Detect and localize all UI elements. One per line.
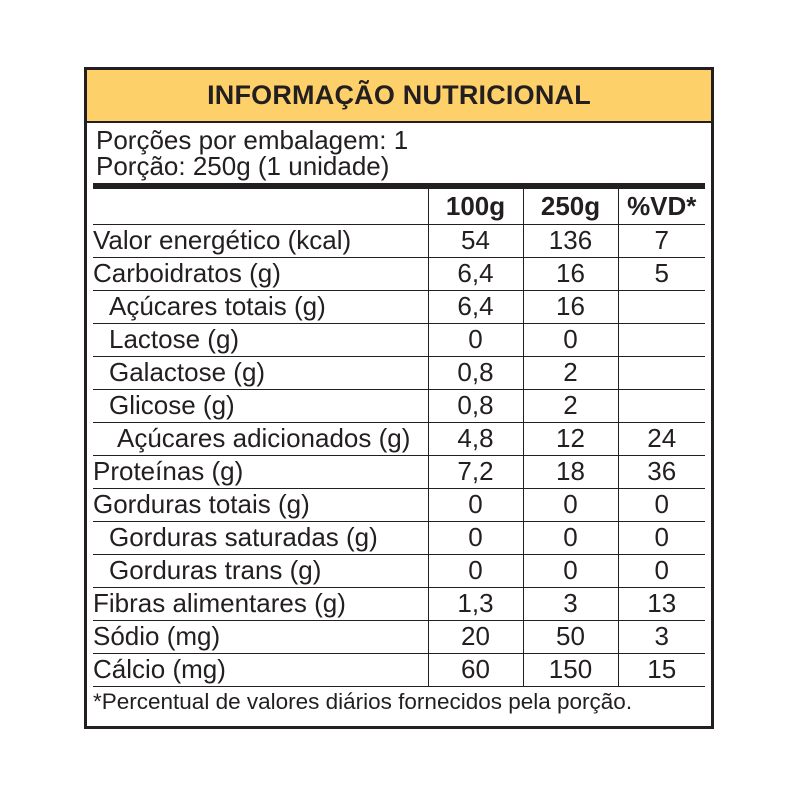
- value-250g: 3: [523, 587, 618, 620]
- table-row: [93, 290, 705, 323]
- value-250g: 18: [523, 455, 618, 488]
- table-row: [93, 323, 705, 356]
- value-100g: 0: [428, 554, 523, 587]
- value-vd: 5: [618, 257, 705, 290]
- table-row: [93, 653, 705, 686]
- table-row: [93, 389, 705, 422]
- value-vd: 15: [618, 653, 705, 686]
- value-250g: 0: [523, 521, 618, 554]
- table-row: [93, 455, 705, 488]
- nutrition-header: [87, 70, 711, 123]
- value-100g: 0,8: [428, 389, 523, 422]
- value-100g: 0: [428, 488, 523, 521]
- value-250g: 136: [523, 224, 618, 257]
- value-vd: 36: [618, 455, 705, 488]
- nutrient-name: Açúcares adicionados (g): [93, 422, 428, 455]
- nutrient-name: Valor energético (kcal): [93, 224, 428, 257]
- value-100g: 0: [428, 323, 523, 356]
- value-vd: 7: [618, 224, 705, 257]
- value-100g: 0: [428, 521, 523, 554]
- table-row: [93, 356, 705, 389]
- nutrient-name: Proteínas (g): [93, 455, 428, 488]
- value-vd: 13: [618, 587, 705, 620]
- table-row: [93, 488, 705, 521]
- table-row: [93, 521, 705, 554]
- value-vd: [618, 290, 705, 323]
- nutrient-name: Gorduras totais (g): [93, 488, 428, 521]
- nutrition-table: [93, 189, 705, 687]
- value-vd: [618, 356, 705, 389]
- value-100g: 4,8: [428, 422, 523, 455]
- nutrient-name: Gorduras trans (g): [93, 554, 428, 587]
- nutrient-name: Galactose (g): [93, 356, 428, 389]
- page-title: INFORMAÇÃO NUTRICIONAL: [207, 80, 591, 110]
- serving-info: [87, 123, 711, 183]
- column-header-100g: 100g: [428, 189, 523, 224]
- nutrition-facts-panel: [84, 67, 714, 729]
- nutrient-name: Glicose (g): [93, 389, 428, 422]
- value-100g: 7,2: [428, 455, 523, 488]
- value-100g: 20: [428, 620, 523, 653]
- nutrient-name: Sódio (mg): [93, 620, 428, 653]
- value-250g: 150: [523, 653, 618, 686]
- value-250g: 12: [523, 422, 618, 455]
- value-250g: 2: [523, 389, 618, 422]
- table-header-row: [93, 189, 705, 224]
- value-100g: 6,4: [428, 257, 523, 290]
- value-250g: 2: [523, 356, 618, 389]
- column-header-250g: 250g: [523, 189, 618, 224]
- nutrient-header: [93, 189, 428, 224]
- value-vd: 0: [618, 554, 705, 587]
- nutrient-name: Carboidratos (g): [93, 257, 428, 290]
- table-row: [93, 224, 705, 257]
- table-row: [93, 554, 705, 587]
- nutrient-name: Lactose (g): [93, 323, 428, 356]
- column-header-vd: %VD*: [618, 189, 705, 224]
- value-250g: 16: [523, 257, 618, 290]
- table-row: [93, 620, 705, 653]
- value-100g: 1,3: [428, 587, 523, 620]
- footnote: *Percentual de valores diários fornecidos pela porção.: [93, 688, 633, 714]
- value-100g: 0,8: [428, 356, 523, 389]
- value-100g: 54: [428, 224, 523, 257]
- value-250g: 0: [523, 323, 618, 356]
- table-row: [93, 422, 705, 455]
- value-250g: 0: [523, 554, 618, 587]
- portion-size: Porção: 250g (1 unidade): [96, 151, 390, 181]
- nutrient-name: Fibras alimentares (g): [93, 587, 428, 620]
- value-250g: 50: [523, 620, 618, 653]
- value-vd: 3: [618, 620, 705, 653]
- nutrient-name: Gorduras saturadas (g): [93, 521, 428, 554]
- value-vd: [618, 323, 705, 356]
- nutrient-name: Açúcares totais (g): [93, 290, 428, 323]
- table-row: [93, 257, 705, 290]
- nutrient-name: Cálcio (mg): [93, 653, 428, 686]
- value-vd: [618, 389, 705, 422]
- value-vd: 0: [618, 488, 705, 521]
- value-100g: 60: [428, 653, 523, 686]
- value-100g: 6,4: [428, 290, 523, 323]
- value-250g: 16: [523, 290, 618, 323]
- value-250g: 0: [523, 488, 618, 521]
- table-row: [93, 587, 705, 620]
- value-vd: 0: [618, 521, 705, 554]
- value-vd: 24: [618, 422, 705, 455]
- portions-per-package: Porções por embalagem: 1: [96, 125, 409, 155]
